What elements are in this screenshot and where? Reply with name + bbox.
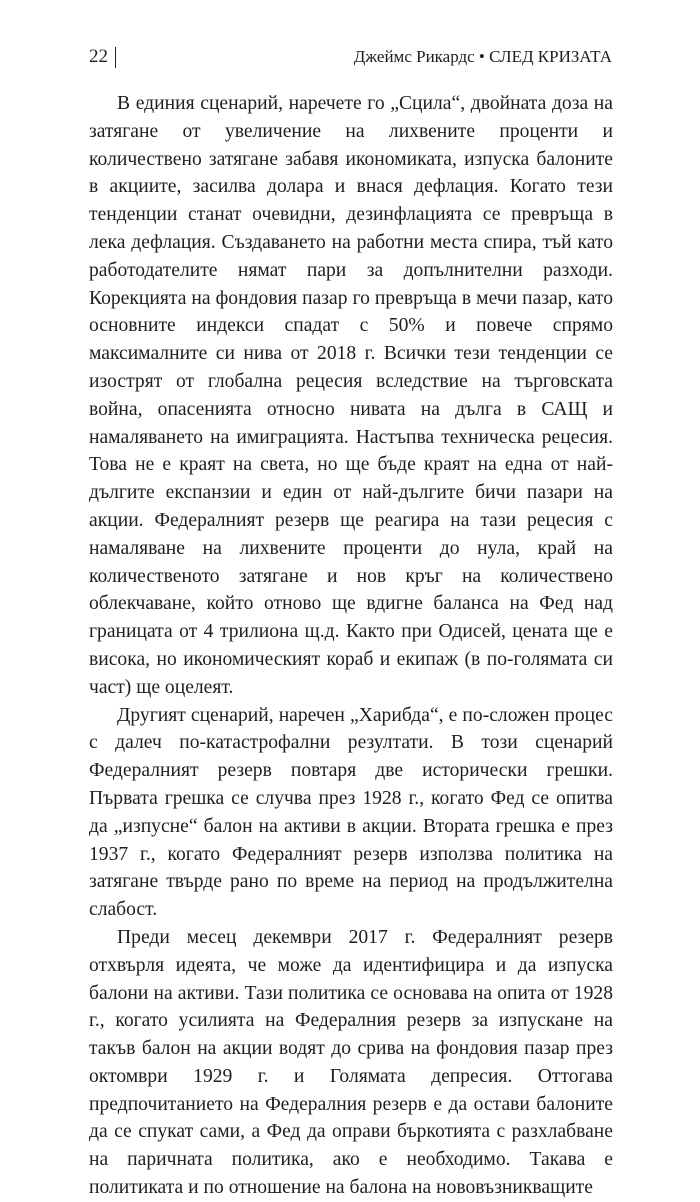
body-text [89,90,613,1202]
paragraph-charybdis: Другият сценарий, наречен „Харибда“, е по-сложен процес с далеч по-катастрофални резултати. В този сценарий Федералният резерв повтаря две исторически грешки. Първата грешка се случва през 1928 г., когато Фед се опитва да „изпусне“ балон на активи в акции. Втората грешка е през 1937 г., когато Федералният резерв използва политика на затягане твърде рано по време на период на продължителна слабост. [89,704,613,921]
running-head: Джеймс Рикардс • СЛЕД КРИЗАТА [353,47,612,66]
page-number: 22 [89,46,108,67]
page-header [0,44,700,70]
paragraph-fed-policy: Преди месец декември 2017 г. Федералният резерв отхвърля идеята, че може да идентифицира и да изпуска балони на активи. Тази политика се основава на опита от 1928 г., когато усилията на Федералния резерв за изпускане на такъв балон на акции водят до срива на фондовия пазар през октомври 1929 г. и Голямата депресия. Оттогава предпочитанието на Федералния резерв е да остави балоните да се спукат сами, а Фед да оправи бъркотията с разхлабване на паричната политика, ако е необходимо. Такава е политиката и по отношение на балона на нововъзникващите [89,926,613,1199]
header-divider [115,47,116,68]
paragraph-scylla: В единия сценарий, наречете го „Сцила“, двойната доза на затягане от увеличение на лихвените проценти и количествено затягане забавя икономиката, изпуска балоните в акциите, засилва долара и внася дефлация. Когато тези тенденции станат очевидни, дезинфлацията се превръща в лека дефлация. Създаването на работни места спира, тъй като работодателите нямат пари за допълнителни разходи. Корекцията на фондовия пазар го превръща в мечи пазар, като основните индекси спадат с 50% и повече спрямо максималните си нива от 2018 г. Всички тези тенденции се изострят от глобална рецесия вследствие на търговската война, опасенията относно нивата на дълга в САЩ и намаляването на имиграцията. Настъпва техническа рецесия. Това не е краят на света, но ще бъде краят на една от най-дългите експанзии и един от най-дългите бичи пазари на акции. Федералният резерв ще реагира на тази рецесия с намаляване на лихвените проценти до нула, край на количественото затягане и нов кръг на количествено облекчаване, който отново ще вдигне баланса на Фед над границата от 4 трилиона щ.д. Както при Одисей, цената ще е висока, но икономическият кораб и екипаж (в по-голямата си част) ще оцелеят. [89,93,613,698]
